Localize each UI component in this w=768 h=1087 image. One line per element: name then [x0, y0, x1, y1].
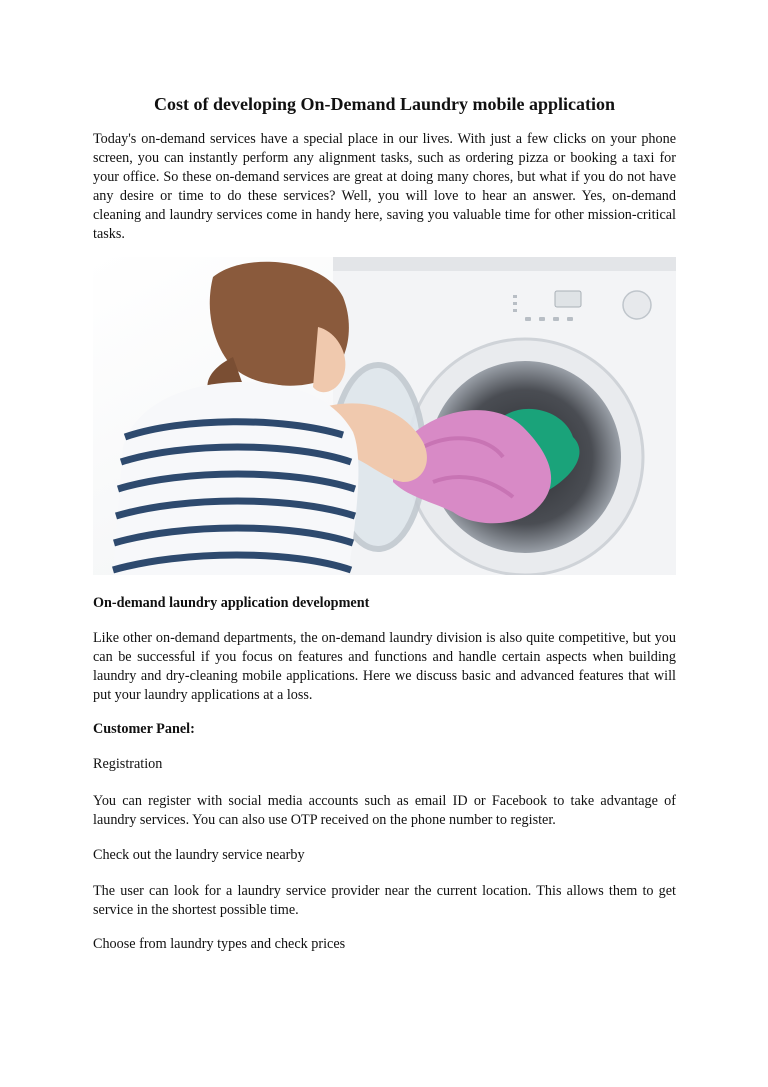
section-heading-development: On-demand laundry application development	[93, 595, 370, 611]
registration-title: Registration	[93, 756, 163, 772]
customer-panel-heading: Customer Panel:	[93, 721, 195, 737]
dial-knob	[623, 291, 651, 319]
nearby-title: Check out the laundry service nearby	[93, 847, 305, 863]
development-paragraph: Like other on-demand departments, the on-demand laundry division is also quite competitive, but you can be successful if you focus on features and functions and handle certain aspects when building laundry and dry-cleaning mobile applications. Here we discuss basic and advanced features that will put your laundry applications at a loss.	[93, 630, 676, 703]
laundry-types-title: Choose from laundry types and check prices	[93, 936, 346, 952]
page-title: Cost of developing On-Demand Laundry mobile application	[153, 94, 616, 114]
display-panel	[555, 291, 581, 307]
registration-paragraph: You can register with social media accounts such as email ID or Facebook to take advantage of laundry services. You can also use OTP received on the phone number to register.	[93, 793, 676, 828]
intro-paragraph: Today's on-demand services have a special place in our lives. With just a few clicks on your phone screen, you can instantly perform any alignment tasks, such as ordering pizza or booking a taxi for your office. So these on-demand services are great at doing many chores, but what if you do not have any desire or time to do these services? Well, you will love to hear an answer. Yes, on-demand cleaning and laundry services come in handy here, saving you valuable time for other mission-critical tasks.	[93, 131, 676, 242]
nearby-paragraph: The user can look for a laundry service provider near the current location. This allows them to get service in the shortest possible time.	[93, 883, 676, 918]
laundry-photo	[93, 257, 676, 575]
